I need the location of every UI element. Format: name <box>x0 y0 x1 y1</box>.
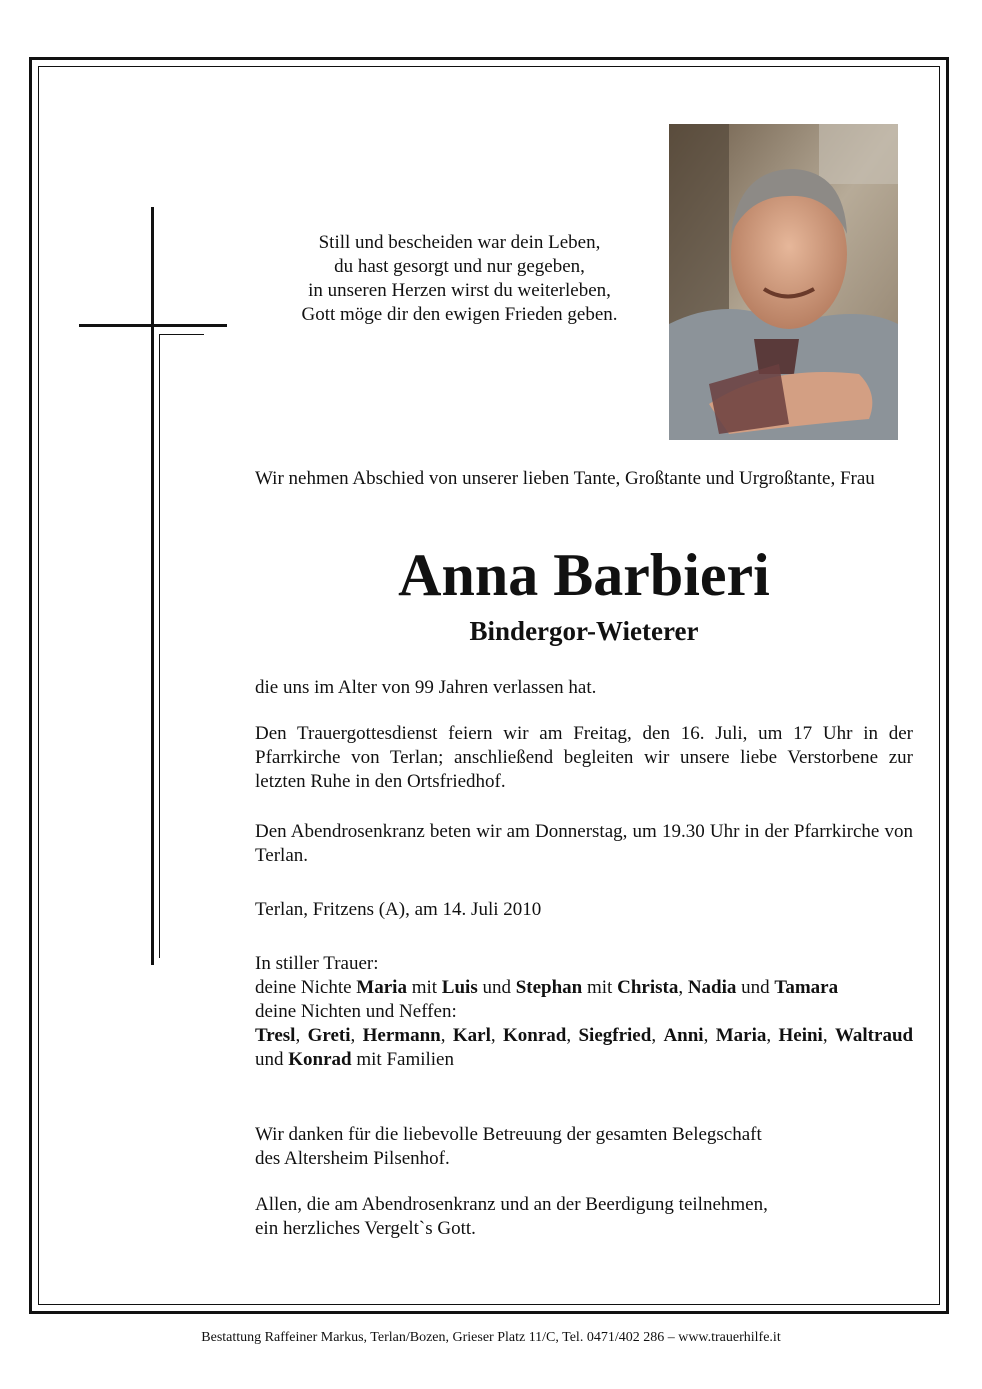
rosary-text: Den Abendrosenkranz beten wir am Donnerstag, um 19.30 Uhr in der Pfarrkirche von Terlan. <box>255 821 913 866</box>
mourner-text: , <box>566 1025 579 1046</box>
mourner-text: , <box>295 1025 308 1046</box>
mourner-name: Karl <box>452 1025 491 1046</box>
mourner-text: deine Nichte <box>255 977 357 998</box>
thanks-line: des Altersheim Pilsenhof. <box>255 1148 450 1169</box>
poem-line: Gott möge dir den ewigen Frieden geben. <box>301 304 618 325</box>
mourner-name: Tresl <box>255 1025 296 1046</box>
funeral-home-footer: Bestattung Raffeiner Markus, Terlan/Bozen, Grieser Platz 11/C, Tel. 0471/402 286 – www.trauerhilfe.it <box>201 1330 781 1345</box>
mourner-name: Maria <box>356 977 407 998</box>
mourner-text: , <box>440 1025 453 1046</box>
memorial-poem <box>262 231 657 327</box>
mourner-name: Tamara <box>774 977 839 998</box>
mourner-name: Konrad <box>503 1025 567 1046</box>
mourner-name: Maria <box>715 1025 767 1046</box>
mourner-text: , <box>766 1025 779 1046</box>
mourner-text: und <box>477 977 516 998</box>
mourner-text: und <box>255 1049 289 1070</box>
mourner-text: , <box>350 1025 363 1046</box>
place-date: Terlan, Fritzens (A), am 14. Juli 2010 <box>255 899 542 920</box>
mourner-text: , <box>822 1025 835 1046</box>
mourner-text: , <box>678 977 688 998</box>
intro-text: Wir nehmen Abschied von unserer lieben Tante, Großtante und Urgroßtante, Frau <box>255 468 875 489</box>
closing-line: ein herzliches Vergelt`s Gott. <box>255 1218 476 1239</box>
poem-line: du hast gesorgt und nur gegeben, <box>334 256 585 277</box>
mourner-name: Christa <box>617 977 679 998</box>
thanks-text <box>255 1123 913 1171</box>
mourner-name: Waltraud <box>834 1025 914 1046</box>
poem-line: Still und bescheiden war dein Leben, <box>318 232 601 253</box>
mourner-name: Greti <box>307 1025 351 1046</box>
age-text: die uns im Alter von 99 Jahren verlassen hat. <box>255 677 597 698</box>
mourners-line <box>255 1024 913 1072</box>
mourner-text: , <box>490 1025 503 1046</box>
funeral-service-text: Den Trauergottesdienst feiern wir am Freitag, den 16. Juli, um 17 Uhr in der Pfarrkirche von Terlan; anschließend begleiten wir unsere liebe Verstorbene zur letzten Ruhe in den Ortsfriedhof. <box>255 723 913 792</box>
mourner-name: Heini <box>778 1025 823 1046</box>
deceased-name: Anna Barbieri <box>398 542 770 608</box>
portrait-photo <box>669 124 898 440</box>
mourner-name: Stephan <box>515 977 583 998</box>
mourner-text: mit Familien <box>351 1049 454 1070</box>
mourners-line <box>255 976 913 1000</box>
thanks-line: Wir danken für die liebevolle Betreuung der gesamten Belegschaft <box>255 1124 762 1145</box>
mourner-text: , <box>651 1025 664 1046</box>
mourner-name: Nadia <box>687 977 737 998</box>
mourner-text: und <box>736 977 775 998</box>
mourners-line: deine Nichten und Neffen: <box>255 1001 457 1022</box>
mourner-text: mit <box>582 977 618 998</box>
poem-line: in unseren Herzen wirst du weiterleben, <box>308 280 611 301</box>
mourner-name: Hermann <box>362 1025 441 1046</box>
mourners-list <box>255 952 913 1072</box>
mourner-name: Konrad <box>288 1049 352 1070</box>
mourner-name: Anni <box>663 1025 704 1046</box>
mourner-text: , <box>703 1025 716 1046</box>
closing-line: Allen, die am Abendrosenkranz und an der Beerdigung teilnehmen, <box>255 1194 768 1215</box>
mourner-text: mit <box>406 977 442 998</box>
mourners-heading: In stiller Trauer: <box>255 953 379 974</box>
closing-text <box>255 1193 913 1241</box>
mourner-name: Luis <box>441 977 478 998</box>
deceased-maiden-name: Bindergor-Wieterer <box>469 616 699 646</box>
mourner-name: Siegfried <box>578 1025 652 1046</box>
